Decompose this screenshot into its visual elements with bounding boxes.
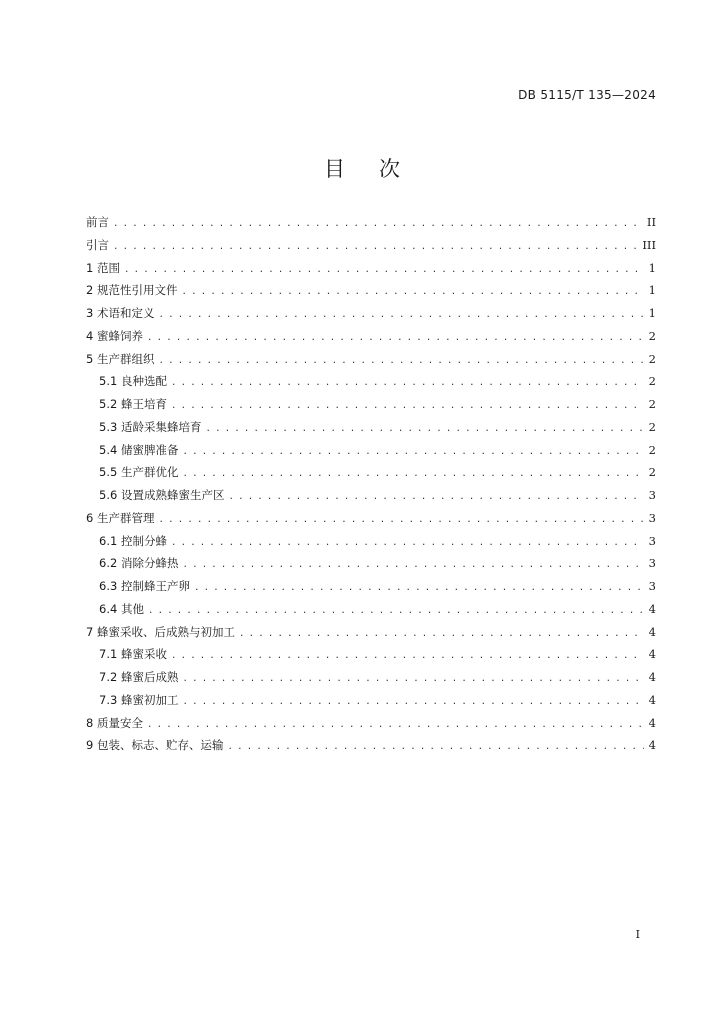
toc-entry-page: 3 (648, 579, 656, 593)
toc-entry-label: 5.3 适龄采集蜂培育 (99, 419, 202, 434)
toc-entry[interactable] (86, 305, 656, 328)
toc-entry[interactable] (86, 214, 656, 237)
toc-entry[interactable] (86, 396, 656, 419)
toc-entry-label: 5 生产群组织 (86, 351, 155, 366)
toc-entry-label: 5.2 蜂王培育 (99, 397, 167, 411)
toc-entry-label: 4 蜜蜂饲养 (86, 328, 143, 343)
toc-leader-dots (182, 447, 644, 457)
toc-entry-page: 2 (648, 419, 656, 434)
toc-leader-dots (171, 378, 644, 388)
toc-entry-label: 8 质量安全 (86, 715, 143, 730)
toc-entry-label: 5.1 良种选配 (99, 374, 167, 389)
toc-entry-label: 3 术语和定义 (86, 306, 155, 320)
toc-leader-dots (171, 651, 644, 661)
toc-entry[interactable] (86, 260, 656, 283)
toc-entry[interactable] (86, 578, 656, 601)
toc-leader-dots (205, 424, 644, 434)
toc-entry-label: 5.4 储蜜脾准备 (99, 442, 179, 457)
toc-entry-label: 引言 (86, 237, 109, 252)
toc-entry-label: 6.4 其他 (99, 601, 144, 616)
toc-leader-dots (124, 265, 644, 275)
toc-entry-page: 4 (648, 692, 656, 707)
toc-leader-dots (113, 242, 638, 252)
toc-leader-dots (194, 583, 644, 593)
toc-leader-dots (171, 401, 644, 411)
toc-entry-label: 1 范围 (86, 260, 120, 275)
toc-entry[interactable] (86, 715, 656, 738)
toc-entry[interactable] (86, 533, 656, 556)
toc-entry[interactable] (86, 646, 656, 669)
toc-entry-page: III (642, 237, 656, 252)
toc-entry[interactable] (86, 464, 656, 487)
toc-leader-dots (239, 629, 644, 639)
toc-leader-dots (227, 742, 644, 752)
toc-entry-page: 2 (648, 351, 656, 366)
toc-entry-page: 2 (648, 442, 656, 457)
toc-entry[interactable] (86, 669, 656, 692)
toc-leader-dots (147, 720, 644, 730)
toc-leader-dots (158, 356, 644, 366)
toc-entry-page: 4 (648, 715, 656, 730)
toc-entry-page: 3 (648, 556, 656, 571)
toc-entry-page: 3 (648, 510, 656, 525)
toc-entry-label: 7.1 蜂蜜采收 (99, 647, 167, 662)
toc-entry-page: 4 (648, 601, 656, 616)
toc-entry-page: 4 (648, 647, 656, 662)
toc-entry[interactable] (86, 328, 656, 351)
toc-leader-dots (158, 515, 644, 525)
toc-entry[interactable] (86, 601, 656, 624)
toc-leader-dots (113, 219, 643, 229)
toc-entry-label: 6 生产群管理 (86, 510, 155, 525)
toc-entry[interactable] (86, 624, 656, 647)
toc-entry-page: 1 (648, 260, 656, 275)
toc-entry-label: 6.3 控制蜂王产卵 (99, 579, 190, 593)
toc-entry-page: 3 (648, 488, 656, 502)
toc-entry-page: 4 (648, 624, 656, 639)
toc-entry[interactable] (86, 555, 656, 578)
toc-entry[interactable] (86, 419, 656, 442)
toc-leader-dots (148, 606, 644, 616)
toc-entry[interactable] (86, 737, 656, 760)
toc-entry-label: 7 蜂蜜采收、后成熟与初加工 (86, 624, 235, 639)
toc-entry-page: 2 (648, 397, 656, 411)
toc-leader-dots (158, 310, 644, 320)
toc-entry-label: 7.2 蜂蜜后成熟 (99, 670, 179, 684)
toc-entry-page: II (646, 215, 656, 229)
toc-entry[interactable] (86, 373, 656, 396)
toc-leader-dots (182, 469, 644, 479)
toc-entry-label: 6.2 消除分蜂热 (99, 556, 179, 571)
toc-entry[interactable] (86, 237, 656, 260)
toc-title-char-2: 次 (379, 157, 400, 181)
toc-entry-page: 2 (648, 328, 656, 343)
toc-entry-page: 4 (648, 670, 656, 684)
toc-entry-label: 5.5 生产群优化 (99, 465, 179, 480)
toc-entry-page: 2 (648, 465, 656, 480)
toc-leader-dots (182, 697, 644, 707)
toc-title (0, 153, 724, 183)
toc-leader-dots (182, 560, 644, 570)
standard-code: DB 5115/T 135—2024 (518, 88, 656, 102)
toc-leader-dots (171, 538, 644, 548)
toc-entry[interactable] (86, 282, 656, 305)
toc-entry-page: 2 (648, 374, 656, 389)
toc-leader-dots (181, 287, 644, 297)
toc-entry-page: 1 (648, 283, 656, 298)
toc-leader-dots (228, 492, 644, 502)
toc-entry-page: 1 (648, 306, 656, 320)
toc-title-char-1: 目 (324, 157, 345, 181)
toc-entry-page: 3 (648, 533, 656, 548)
table-of-contents (86, 214, 656, 760)
toc-leader-dots (147, 333, 644, 343)
toc-entry-label: 6.1 控制分蜂 (99, 533, 167, 548)
toc-entry[interactable] (86, 442, 656, 465)
toc-entry-label: 5.6 设置成熟蜂蜜生产区 (99, 488, 225, 502)
toc-entry-label: 9 包装、标志、贮存、运输 (86, 738, 224, 753)
toc-entry-page: 4 (648, 738, 656, 753)
toc-entry-label: 7.3 蜂蜜初加工 (99, 692, 179, 707)
toc-entry[interactable] (86, 351, 656, 374)
toc-leader-dots (182, 674, 644, 684)
toc-entry-label: 前言 (86, 215, 109, 229)
toc-entry[interactable] (86, 487, 656, 510)
toc-entry[interactable] (86, 692, 656, 715)
page-number: I (635, 928, 640, 941)
toc-entry[interactable] (86, 510, 656, 533)
toc-entry-label: 2 规范性引用文件 (86, 283, 178, 298)
